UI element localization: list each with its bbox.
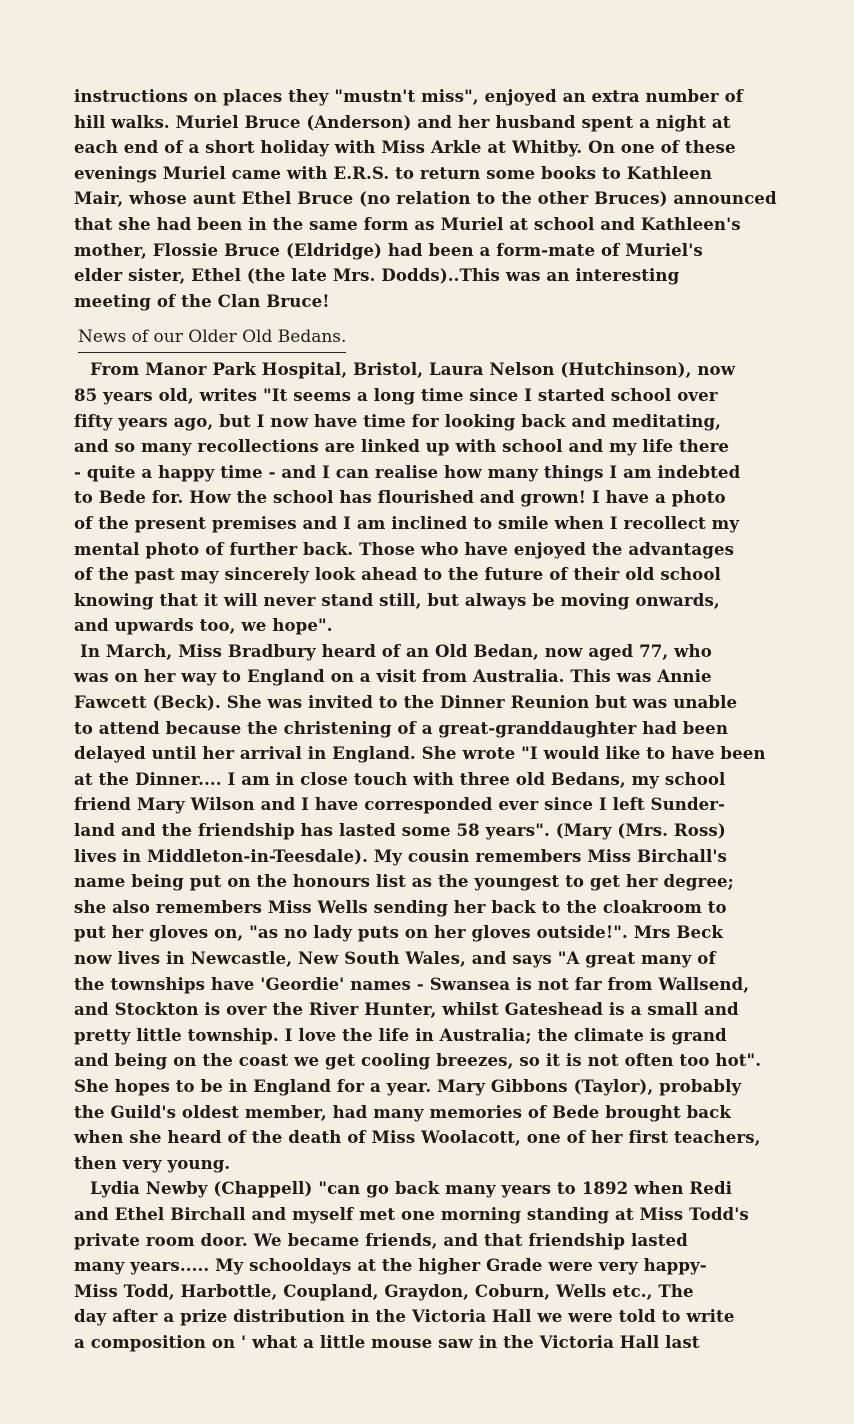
text-line: each end of a short holiday with Miss Arkle at Whitby. On one of these <box>74 137 736 158</box>
text-line: meeting of the Clan Bruce! <box>74 290 330 311</box>
paragraph-laura-nelson <box>74 357 788 639</box>
text-line: that she had been in the same form as Muriel at school and Kathleen's <box>74 213 741 234</box>
text-line: evenings Muriel came with E.R.S. to return some books to Kathleen <box>74 162 712 183</box>
text-line: hill walks. Muriel Bruce (Anderson) and her husband spent a night at <box>74 111 731 132</box>
text-line: to attend because the christening of a great-granddaughter had been <box>74 717 728 738</box>
text-line: Miss Todd, Harbottle, Coupland, Graydon, Coburn, Wells etc., The <box>74 1280 694 1301</box>
text-line: land and the friendship has lasted some 58 years". (Mary (Mrs. Ross) <box>74 820 726 841</box>
text-line: many years..... My schooldays at the higher Grade were very happy- <box>74 1255 707 1276</box>
text-line: when she heard of the death of Miss Woolacott, one of her first teachers, <box>74 1127 761 1148</box>
text-line: to Bede for. How the school has flourished and grown! I have a photo <box>74 487 726 508</box>
text-line: the townships have 'Geordie' names - Swansea is not far from Wallsend, <box>74 973 750 994</box>
text-line: of the present premises and I am inclined to smile when I recollect my <box>74 512 740 533</box>
text-line: instructions on places they "mustn't miss", enjoyed an extra number of <box>74 86 743 106</box>
text-line: now lives in Newcastle, New South Wales, and says "A great many of <box>74 948 716 968</box>
text-line: knowing that it will never stand still, but always be moving onwards, <box>74 589 720 610</box>
section-heading: News of our Older Old Bedans. <box>78 324 346 353</box>
text-line: and upwards too, we hope". <box>74 615 333 636</box>
text-line: a composition on ' what a little mouse saw in the Victoria Hall last <box>74 1331 700 1352</box>
text-line: and Stockton is over the River Hunter, whilst Gateshead is a small and <box>74 999 739 1020</box>
text-line: Fawcett (Beck). She was invited to the Dinner Reunion but was unable <box>74 692 738 713</box>
text-line: at the Dinner.... I am in close touch with three old Bedans, my school <box>74 768 726 789</box>
text-line: Mair, whose aunt Ethel Bruce (no relation to the other Bruces) announced <box>74 188 777 209</box>
text-line: pretty little township. I love the life in Australia; the climate is grand <box>74 1024 727 1045</box>
text-line: the Guild's oldest member, had many memories of Bede brought back <box>74 1101 731 1122</box>
text-line: lives in Middleton-in-Teesdale). My cousin remembers Miss Birchall's <box>74 845 727 866</box>
text-line: From Manor Park Hospital, Bristol, Laura Nelson (Hutchinson), now <box>90 359 736 380</box>
text-line: put her gloves on, "as no lady puts on her gloves outside!". Mrs Beck <box>74 922 723 943</box>
text-line: friend Mary Wilson and I have corresponded ever since I left Sunder- <box>74 794 726 815</box>
text-line: and being on the coast we get cooling breezes, so it is not often too hot". <box>74 1050 762 1071</box>
text-line: was on her way to England on a visit from Australia. This was Annie <box>74 666 712 687</box>
text-line: of the past may sincerely look ahead to the future of their old school <box>74 564 721 585</box>
text-line: and Ethel Birchall and myself met one morning standing at Miss Todd's <box>74 1203 749 1224</box>
text-line: mother, Flossie Bruce (Eldridge) had been a form-mate of Muriel's <box>74 239 703 260</box>
text-line: day after a prize distribution in the Victoria Hall we were told to write <box>74 1306 735 1327</box>
text-line: delayed until her arrival in England. She wrote "I would like to have been <box>74 743 766 764</box>
text-line: she also remembers Miss Wells sending her back to the cloakroom to <box>74 896 727 917</box>
spacer <box>74 314 788 324</box>
text-line: 85 years old, writes "It seems a long time since I started school over <box>74 384 718 405</box>
text-line: private room door. We became friends, and that friendship lasted <box>74 1229 688 1250</box>
text-line: and so many recollections are linked up with school and my life there <box>74 436 730 457</box>
text-line: Lydia Newby (Chappell) "can go back many years to 1892 when Redi <box>90 1178 733 1199</box>
text-line: - quite a happy time - and I can realise how many things I am indebted <box>74 461 741 482</box>
text-line: then very young. <box>74 1152 231 1173</box>
paragraph-clan-bruce <box>74 84 788 314</box>
text-line: elder sister, Ethel (the late Mrs. Dodds)..This was an interesting <box>74 265 680 286</box>
paragraph-annie-fawcett <box>74 639 788 1176</box>
text-line: name being put on the honours list as the youngest to get her degree; <box>74 871 734 892</box>
paragraph-lydia-newby <box>74 1176 788 1355</box>
text-line: fifty years ago, but I now have time for looking back and meditating, <box>74 410 722 431</box>
text-line: In March, Miss Bradbury heard of an Old Bedan, now aged 77, who <box>80 640 712 661</box>
text-line: mental photo of further back. Those who have enjoyed the advantages <box>74 538 735 559</box>
text-line: She hopes to be in England for a year. Mary Gibbons (Taylor), probably <box>74 1075 742 1096</box>
